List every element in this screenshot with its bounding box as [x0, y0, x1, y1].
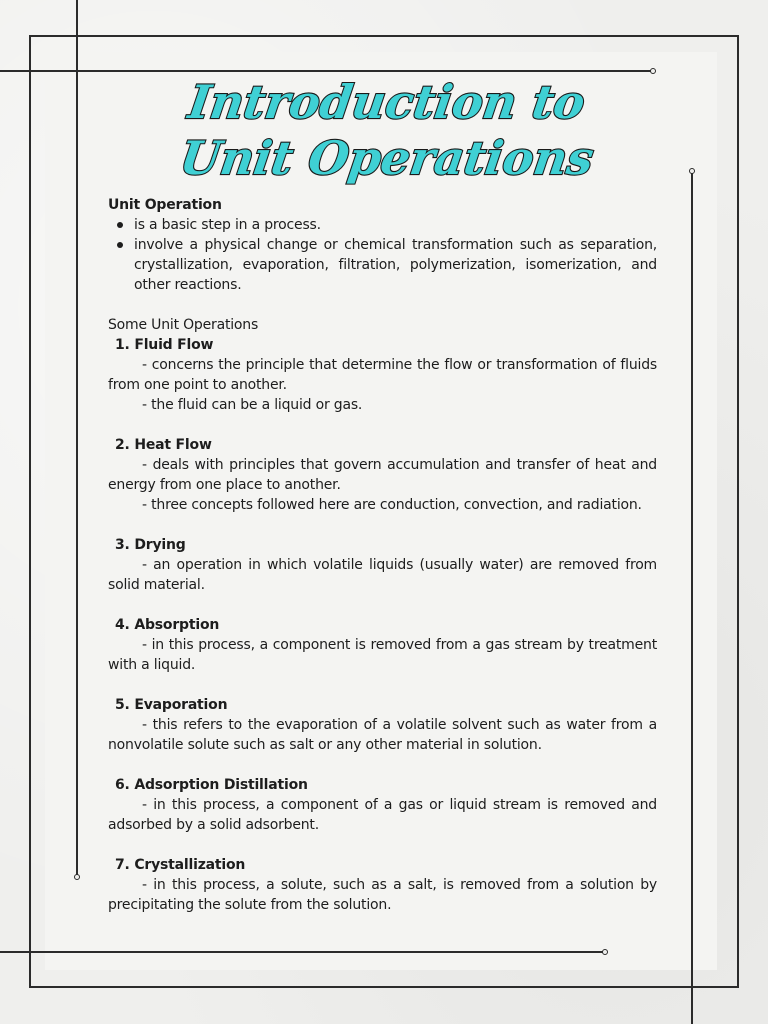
page-title — [90, 72, 680, 192]
operation-note: - in this process, a component is removed from a gas stream by treatment with a liquid. — [108, 637, 657, 673]
operation-note: - in this process, a solute, such as a salt, is removed from a solution by precipitating the solute from the solution. — [108, 877, 657, 913]
list-item — [108, 215, 657, 235]
bullet-icon — [117, 242, 123, 248]
title-line-1: Introduction to — [185, 75, 589, 129]
deco-dot-left — [74, 874, 80, 880]
bullet-icon — [117, 222, 123, 228]
operation-heading: 7. Crystallization — [115, 857, 246, 873]
operation-heading: 5. Evaporation — [115, 697, 228, 713]
operation-heading: 3. Drying — [115, 537, 186, 553]
operation-note: - three concepts followed here are conduction, convection, and radiation. — [142, 497, 642, 513]
operation-note: - this refers to the evaporation of a volatile solvent such as water from a nonvolatile solute such as salt or any other material in solution. — [108, 717, 657, 753]
deco-dot-right — [689, 168, 695, 174]
operation-note: - deals with principles that govern accumulation and transfer of heat and energy from one place to another. — [108, 457, 657, 493]
deco-line-bottom-horizontal — [0, 951, 604, 953]
definition-list — [108, 215, 657, 295]
operation-note: - the fluid can be a liquid or gas. — [142, 397, 363, 413]
operation-note: - concerns the principle that determine the flow or transformation of fluids from one point to another. — [108, 357, 657, 393]
operation-heading: 4. Absorption — [115, 617, 220, 633]
deco-line-left-vertical — [76, 0, 78, 876]
operation-note: - an operation in which volatile liquids (usually water) are removed from solid material. — [108, 557, 657, 593]
operation-note: - in this process, a component of a gas or liquid stream is removed and adsorbed by a solid adsorbent. — [108, 797, 657, 833]
deco-line-right-vertical — [691, 172, 693, 1024]
definition-bullet-1: is a basic step in a process. — [134, 217, 321, 233]
title-line-2: Unit Operations — [176, 131, 597, 185]
list-item — [108, 235, 657, 295]
operation-heading: 1. Fluid Flow — [115, 337, 214, 353]
operation-heading: 2. Heat Flow — [115, 437, 212, 453]
definition-bullet-2: involve a physical change or chemical transformation such as separation, crystallization, evaporation, filtration, polymerization, isomerization, and other reactions. — [134, 237, 657, 293]
document-body — [108, 195, 657, 915]
deco-dot-bottom — [602, 949, 608, 955]
operations-intro: Some Unit Operations — [108, 317, 259, 333]
operation-heading: 6. Adsorption Distillation — [115, 777, 308, 793]
definition-heading: Unit Operation — [108, 197, 222, 213]
